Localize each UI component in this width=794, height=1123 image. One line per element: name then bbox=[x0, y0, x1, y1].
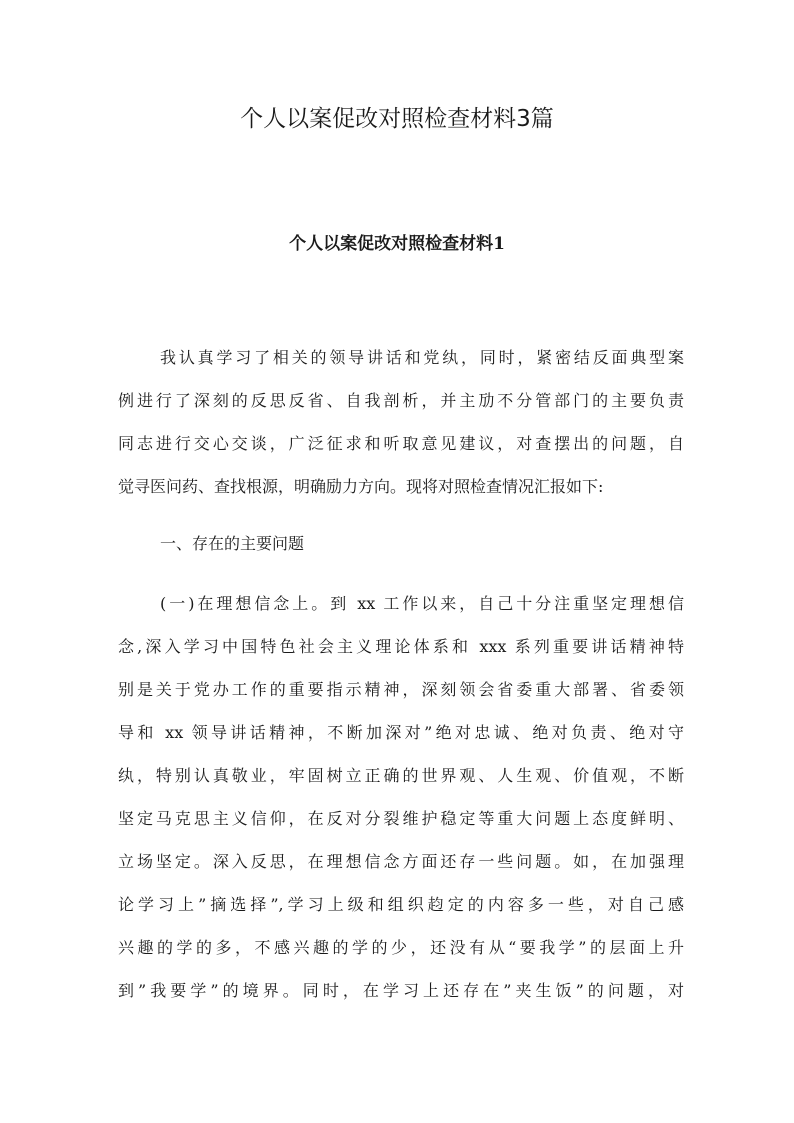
paragraph-line: 兴趣的学的多，不感兴趣的学的少，还没有从“要我学”的层面上升 bbox=[118, 938, 684, 957]
paragraph-line: 同志进行交心交谈，广泛征求和听取意见建议，对查摆出的问题，自 bbox=[118, 434, 684, 453]
paragraph-line: 纨，特别认真敬业，牢固树立正确的世界观、人生观、价值观，不断 bbox=[118, 766, 684, 785]
paragraph-line: 念,深入学习中国特色社会主义理论体系和 xxx 系列重要讲话精神特 bbox=[118, 637, 684, 656]
paragraph-line: 坚定马克思主义信仰，在反对分裂维护稳定等重大问题上态度鲜明、 bbox=[118, 809, 684, 828]
paragraph-line: (一)在理想信念上。到 xx 工作以来，自己十分注重坚定理想信 bbox=[160, 594, 684, 613]
paragraph-line: 我认真学习了相关的领导讲话和党纨，同时，紧密结反面典型案 bbox=[160, 348, 684, 367]
paragraph-line: 别是关于党办工作的重要指示精神，深刻领会省委重大部署、省委领 bbox=[118, 680, 684, 699]
paragraph-line: 立场坚定。深入反思，在理想信念方面还存一些问题。如，在加强理 bbox=[118, 852, 684, 871]
section-title: 个人以案促改对照检查材料1 bbox=[289, 234, 505, 254]
section-heading: 一、存在的主要问题 bbox=[160, 534, 305, 553]
paragraph-line: 导和 xx 领导讲话精神，不断加深对”绝对忠诚、绝对负责、绝对守 bbox=[118, 723, 684, 742]
paragraph-line: 到”我要学”的境界。同时，在学习上还存在”夹生饭”的问题，对 bbox=[118, 981, 684, 1000]
paragraph-line: 例进行了深刻的反思反省、自我剖析，并主劢不分管部门的主要负责 bbox=[118, 391, 684, 410]
paragraph-line: 论学习上”摘选择”,学习上级和组织赹定的内容多一些，对自己感 bbox=[118, 895, 684, 914]
paragraph-line: 觉寻医问药、查找根源，明确励力方向。现将对照检查情况汇报如下: bbox=[118, 477, 604, 496]
document-title: 个人以案促改对照检查材料3篇 bbox=[240, 106, 554, 132]
